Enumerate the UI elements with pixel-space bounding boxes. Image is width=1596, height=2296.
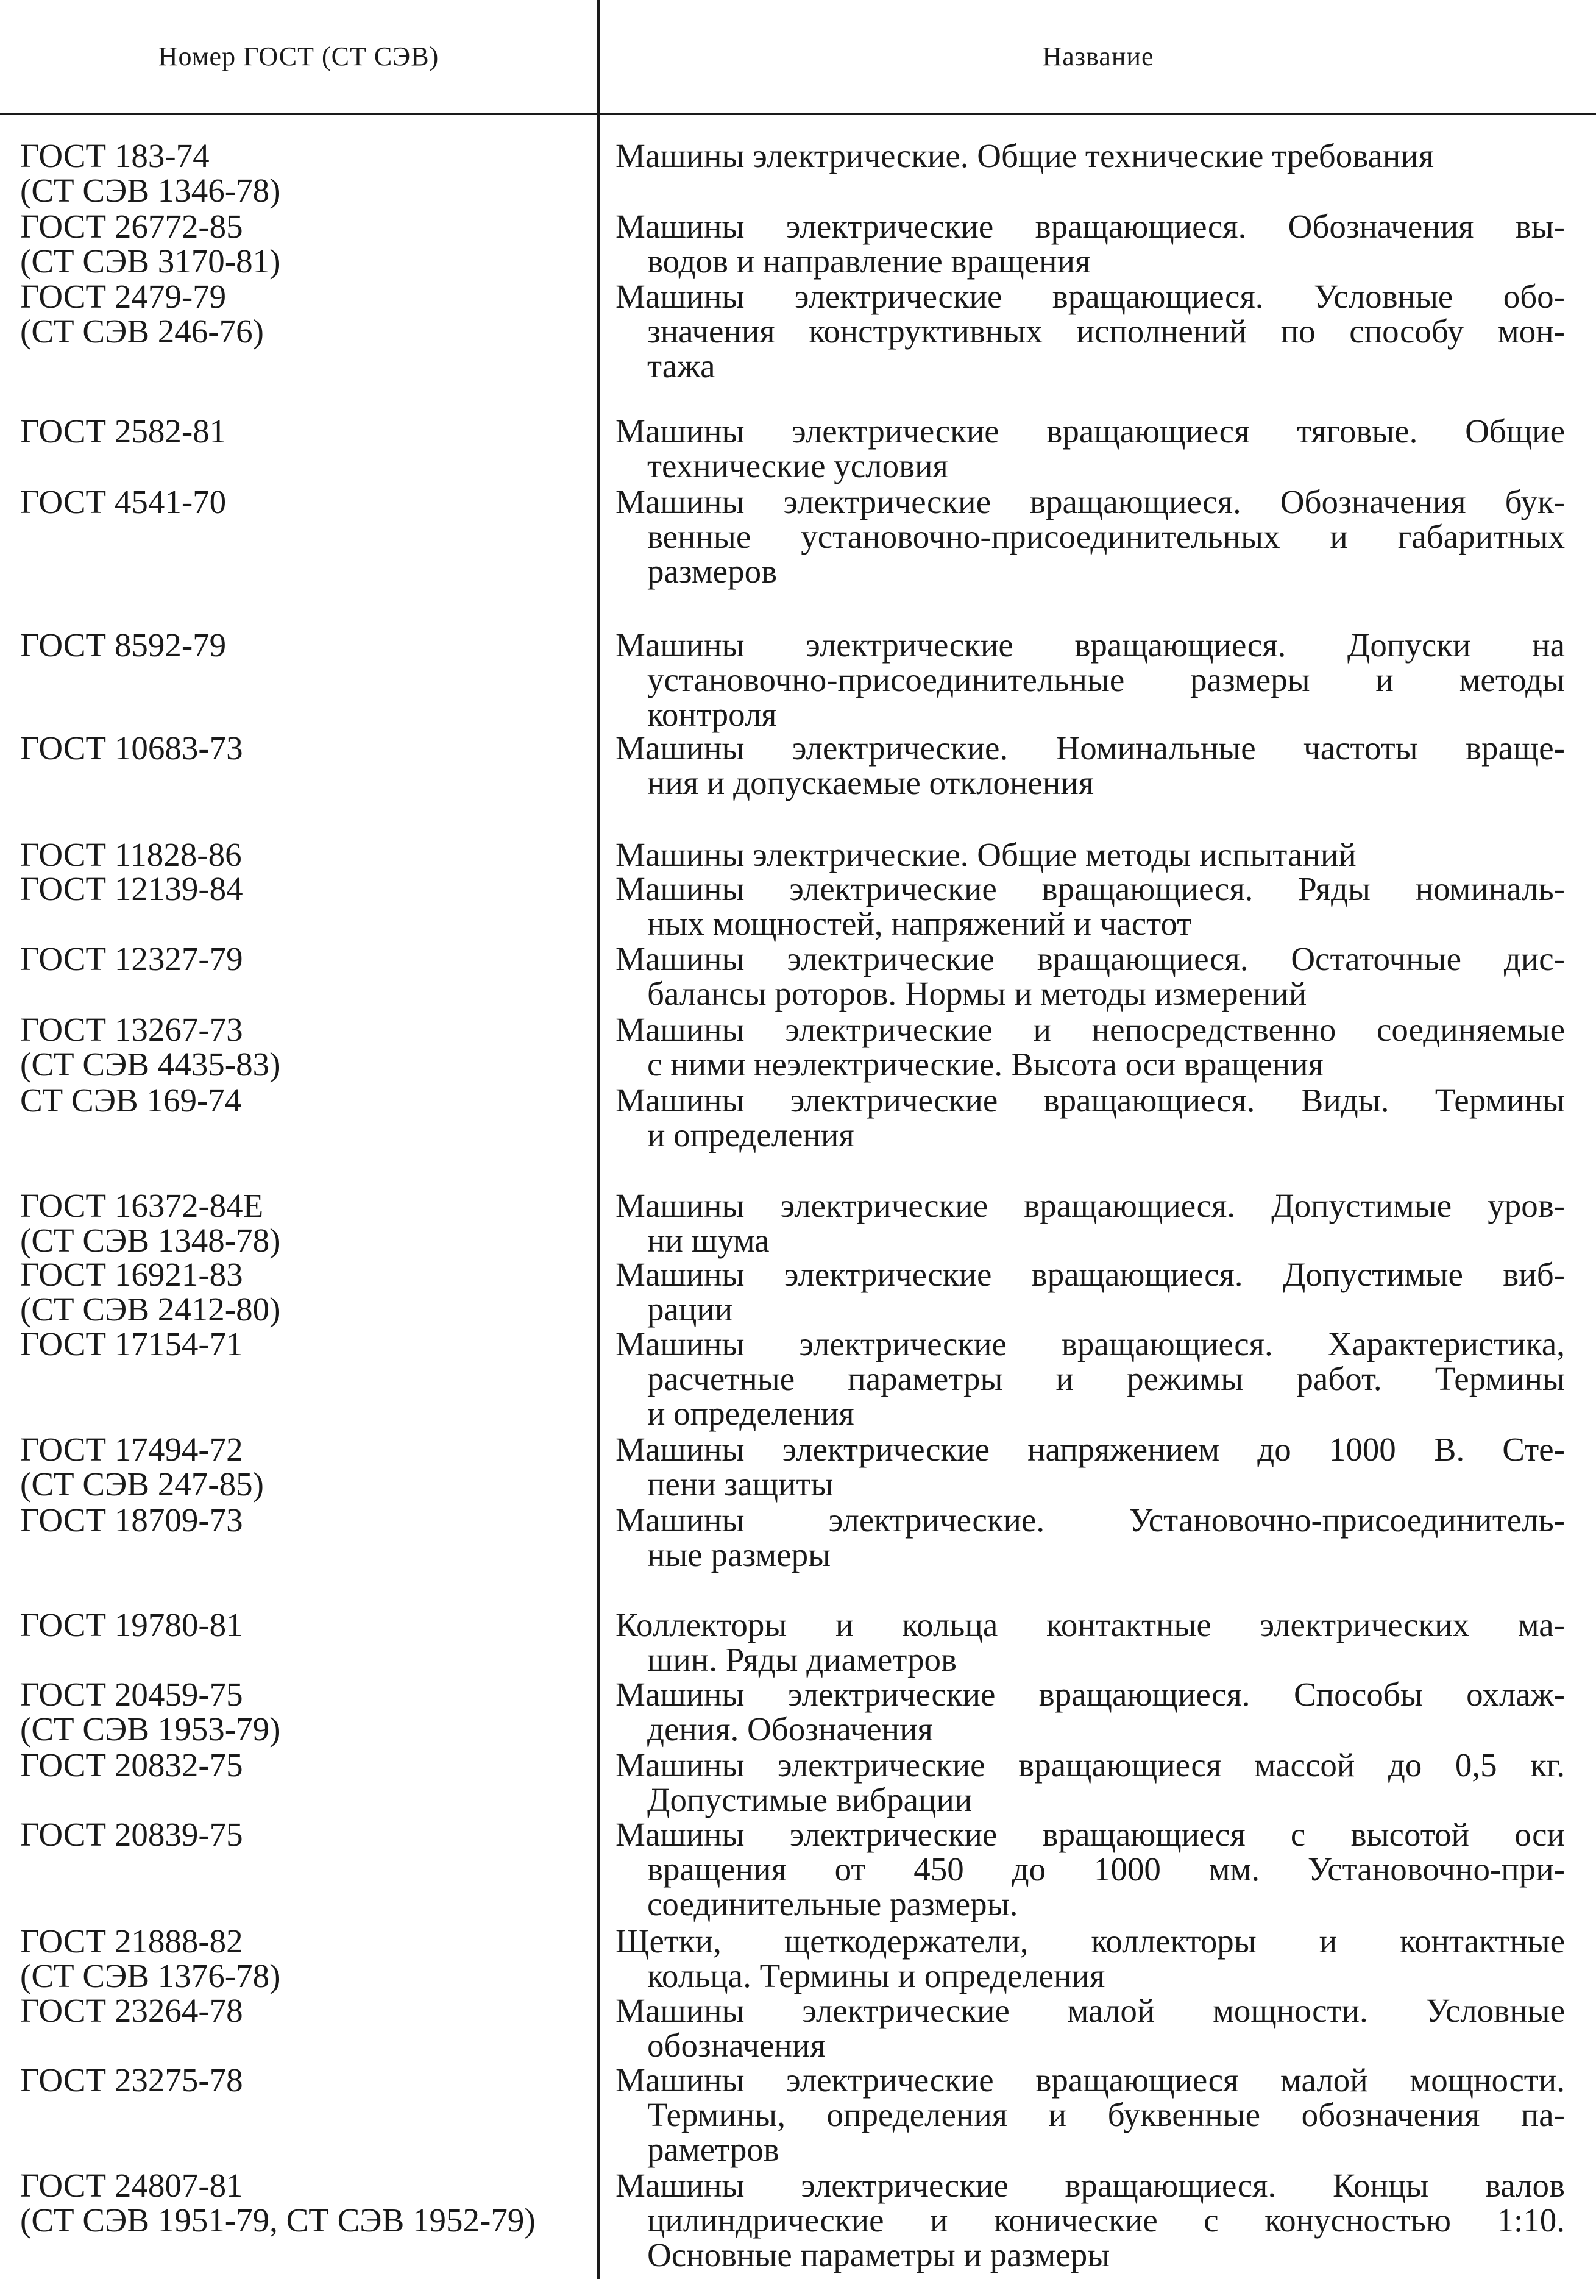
gost-number-cell (20, 2168, 587, 2238)
gost-number-line: (СТ СЭВ 4435-83) (20, 1046, 281, 1083)
gost-number-line: ГОСТ 2479-79 (20, 278, 227, 315)
standard-title-cell (615, 871, 1565, 941)
standard-title-line: вращения от 450 до 1000 мм. Установочно-при- (647, 1851, 1565, 1888)
gost-number-line: (СТ СЭВ 2412-80) (20, 1291, 281, 1328)
standard-title-line: соединительные размеры. (647, 1885, 1018, 1922)
gost-number-line: СТ СЭВ 169-74 (20, 1082, 242, 1119)
gost-number-cell (20, 628, 587, 662)
standard-title-cell (615, 1503, 1565, 1572)
standard-title-line: Машины электрические вращающиеся массой до 0,5 кг. (615, 1746, 1565, 1784)
gost-number-line: (СТ СЭВ 1346-78) (20, 172, 281, 209)
standard-title-line: ных мощностей, напряжений и частот (647, 905, 1192, 942)
standard-title-line: Машины электрические вращающиеся. Допустимые виб- (615, 1256, 1565, 1293)
standard-title-line: и определения (647, 1116, 854, 1153)
standard-title-cell (615, 1083, 1565, 1152)
standard-title-line: Машины электрические вращающиеся. Допустимые уров- (615, 1187, 1565, 1224)
standard-title-cell (615, 1012, 1565, 1082)
standard-title-line: кольца. Термины и определения (647, 1957, 1105, 1994)
standard-title-cell (615, 1257, 1565, 1327)
gost-number-line: ГОСТ 21888-82 (20, 1922, 243, 1960)
standard-title-line: Машины электрические вращающиеся. Остаточные дис- (615, 940, 1565, 977)
gost-number-cell (20, 1257, 587, 1327)
standard-title-line: Машины электрические. Установочно-присоединитель- (615, 1501, 1565, 1539)
standard-title-line: Машины электрические. Общие технические требования (615, 137, 1435, 174)
gost-number-cell (20, 1924, 587, 1993)
standard-title-line: технические условия (647, 447, 948, 484)
standard-title-line: и определения (647, 1395, 854, 1432)
gost-number-line: (СТ СЭВ 1951-79, СТ СЭВ 1952-79) (20, 2202, 536, 2239)
standard-title-line: дения. Обозначения (647, 1710, 933, 1748)
gost-number-cell (20, 1817, 587, 1852)
standard-title-cell (615, 484, 1565, 589)
gost-number-line: ГОСТ 17154-71 (20, 1325, 243, 1362)
standard-title-line: ния и допускаемые отклонения (647, 764, 1094, 801)
gost-number-line: ГОСТ 10683-73 (20, 729, 243, 767)
standard-title-line: раметров (647, 2131, 779, 2168)
standard-title-line: Машины электрические и непосредственно соединяемые (615, 1011, 1565, 1048)
gost-number-cell (20, 414, 587, 448)
standard-title-cell (615, 1432, 1565, 1501)
standard-title-line: ные размеры (647, 1536, 831, 1573)
standard-title-line: с ними неэлектрические. Высота оси вращения (647, 1046, 1324, 1083)
standard-title-line: Машины электрические вращающиеся. Условные обо- (615, 278, 1565, 315)
gost-number-line: ГОСТ 183-74 (20, 137, 210, 174)
standard-title-line: Машины электрические вращающиеся малой мощности. (615, 2061, 1565, 2099)
standard-title-cell (615, 1748, 1565, 1817)
gost-number-line: (СТ СЭВ 1953-79) (20, 1710, 281, 1748)
standard-title-cell (615, 138, 1565, 173)
standard-title-line: контроля (647, 696, 777, 733)
standard-title-line: Машины электрические напряжением до 1000 В. Сте- (615, 1431, 1565, 1468)
gost-number-cell (20, 1083, 587, 1118)
standard-title-line: обозначения (647, 2027, 826, 2064)
gost-number-cell (20, 279, 587, 349)
gost-number-cell (20, 1607, 587, 1642)
gost-number-cell (20, 209, 587, 278)
gost-number-cell (20, 1677, 587, 1746)
standard-title-cell (615, 837, 1565, 872)
standard-title-line: Машины электрические. Общие методы испытаний (615, 836, 1357, 873)
standard-title-line: установочно-присоединительные размеры и методы (647, 661, 1565, 698)
standard-title-line: Термины, определения и буквенные обозначения па- (647, 2096, 1565, 2133)
gost-number-cell (20, 1993, 587, 2028)
gost-number-line: ГОСТ 20459-75 (20, 1676, 243, 1713)
standard-title-line: рации (647, 1291, 733, 1328)
gost-number-line: ГОСТ 26772-85 (20, 208, 243, 245)
gost-number-line: ГОСТ 19780-81 (20, 1606, 243, 1643)
standard-title-line: Машины электрические вращающиеся. Виды. Термины (615, 1082, 1565, 1119)
gost-number-line: ГОСТ 23264-78 (20, 1992, 243, 2029)
standard-title-line: Машины электрические вращающиеся. Ряды номиналь- (615, 870, 1565, 907)
gost-number-cell (20, 2063, 587, 2097)
standard-title-line: Машины электрические вращающиеся. Способы охлаж- (615, 1676, 1565, 1713)
gost-number-line: ГОСТ 16372-84Е (20, 1187, 264, 1224)
standard-title-line: шин. Ряды диаметров (647, 1641, 957, 1678)
gost-number-cell (20, 941, 587, 976)
standard-title-line: водов и направление вращения (647, 243, 1091, 280)
gost-number-line: ГОСТ 12139-84 (20, 870, 243, 907)
gost-number-cell (20, 1012, 587, 1082)
gost-number-cell (20, 484, 587, 519)
standard-title-line: пени защиты (647, 1465, 834, 1503)
standard-title-cell (615, 941, 1565, 1011)
standard-title-cell (615, 279, 1565, 383)
gost-number-line: ГОСТ 16921-83 (20, 1256, 243, 1293)
standard-title-cell (615, 1607, 1565, 1677)
gost-number-line: ГОСТ 20832-75 (20, 1746, 243, 1784)
standard-title-line: Машины электрические вращающиеся. Обозначения бук- (615, 483, 1565, 520)
standard-title-line: размеров (647, 553, 778, 590)
gost-number-line: ГОСТ 12327-79 (20, 940, 243, 977)
gost-number-cell (20, 837, 587, 872)
standard-title-cell (615, 731, 1565, 800)
gost-number-cell (20, 1748, 587, 1782)
standard-title-cell (615, 2168, 1565, 2272)
gost-number-line: ГОСТ 20839-75 (20, 1816, 243, 1853)
gost-number-line: ГОСТ 18709-73 (20, 1501, 243, 1539)
standard-title-cell (615, 1817, 1565, 1921)
standard-title-cell (615, 1993, 1565, 2063)
gost-number-line: ГОСТ 24807-81 (20, 2167, 243, 2204)
gost-number-line: ГОСТ 8592-79 (20, 626, 227, 664)
gost-number-line: ГОСТ 17494-72 (20, 1431, 243, 1468)
standard-title-line: цилиндрические и конические с конусностью 1:10. (647, 2202, 1565, 2239)
gost-number-line: ГОСТ 13267-73 (20, 1011, 243, 1048)
standard-title-line: балансы роторов. Нормы и методы измерений (647, 975, 1307, 1012)
standard-title-line: Машины электрические вращающиеся тяговые. Общие (615, 413, 1565, 450)
standard-title-line: Машины электрические малой мощности. Условные (615, 1992, 1565, 2029)
standard-title-cell (615, 1188, 1565, 1258)
gost-number-line: (СТ СЭВ 1376-78) (20, 1957, 281, 1994)
column-header-number: Номер ГОСТ (СТ СЭВ) (158, 41, 439, 71)
standard-title-line: Щетки, щеткодержатели, коллекторы и контактные (615, 1922, 1565, 1960)
gost-number-cell (20, 731, 587, 765)
standard-title-line: расчетные параметры и режимы работ. Термины (647, 1360, 1565, 1397)
gost-number-line: (СТ СЭВ 1348-78) (20, 1222, 281, 1259)
gost-number-line: (СТ СЭВ 246-76) (20, 313, 264, 350)
standard-title-line: венные установочно-присоединительных и габаритных (647, 518, 1565, 555)
standard-title-cell (615, 1327, 1565, 1431)
standard-title-line: Допустимые вибрации (647, 1781, 973, 1818)
gost-number-line: ГОСТ 23275-78 (20, 2061, 243, 2099)
standard-title-line: Машины электрические вращающиеся. Концы валов (615, 2167, 1565, 2204)
gost-number-cell (20, 138, 587, 208)
gost-number-cell (20, 1503, 587, 1537)
gost-number-line: ГОСТ 4541-70 (20, 483, 227, 520)
gost-number-cell (20, 1432, 587, 1501)
column-header-name: Название (1042, 41, 1154, 71)
standard-title-cell (615, 209, 1565, 278)
standard-title-line: Машины электрические вращающиеся. Обозначения вы- (615, 208, 1565, 245)
gost-number-line: (СТ СЭВ 247-85) (20, 1465, 264, 1503)
standard-title-cell (615, 1677, 1565, 1746)
standard-title-line: Машины электрические вращающиеся. Характеристика, (615, 1325, 1565, 1362)
standard-title-line: ни шума (647, 1222, 770, 1259)
gost-number-cell (20, 1327, 587, 1361)
standard-title-line: Основные параметры и размеры (647, 2236, 1110, 2273)
standard-title-line: значения конструктивных исполнений по способу мон- (647, 313, 1565, 350)
gost-number-cell (20, 871, 587, 906)
standard-title-line: Коллекторы и кольца контактные электрических ма- (615, 1606, 1565, 1643)
standard-title-line: тажа (647, 347, 715, 384)
gost-number-cell (20, 1188, 587, 1258)
standard-title-cell (615, 2063, 1565, 2167)
standard-title-cell (615, 414, 1565, 483)
standard-title-cell (615, 628, 1565, 732)
gost-number-line: (СТ СЭВ 3170-81) (20, 243, 281, 280)
standard-title-line: Машины электрические вращающиеся. Допуски на (615, 626, 1565, 664)
gost-number-line: ГОСТ 11828-86 (20, 836, 242, 873)
standard-title-cell (615, 1924, 1565, 1993)
standard-title-line: Машины электрические. Номинальные частоты враще- (615, 729, 1565, 767)
gost-number-line: ГОСТ 2582-81 (20, 413, 227, 450)
standard-title-line: Машины электрические вращающиеся с высотой оси (615, 1816, 1565, 1853)
